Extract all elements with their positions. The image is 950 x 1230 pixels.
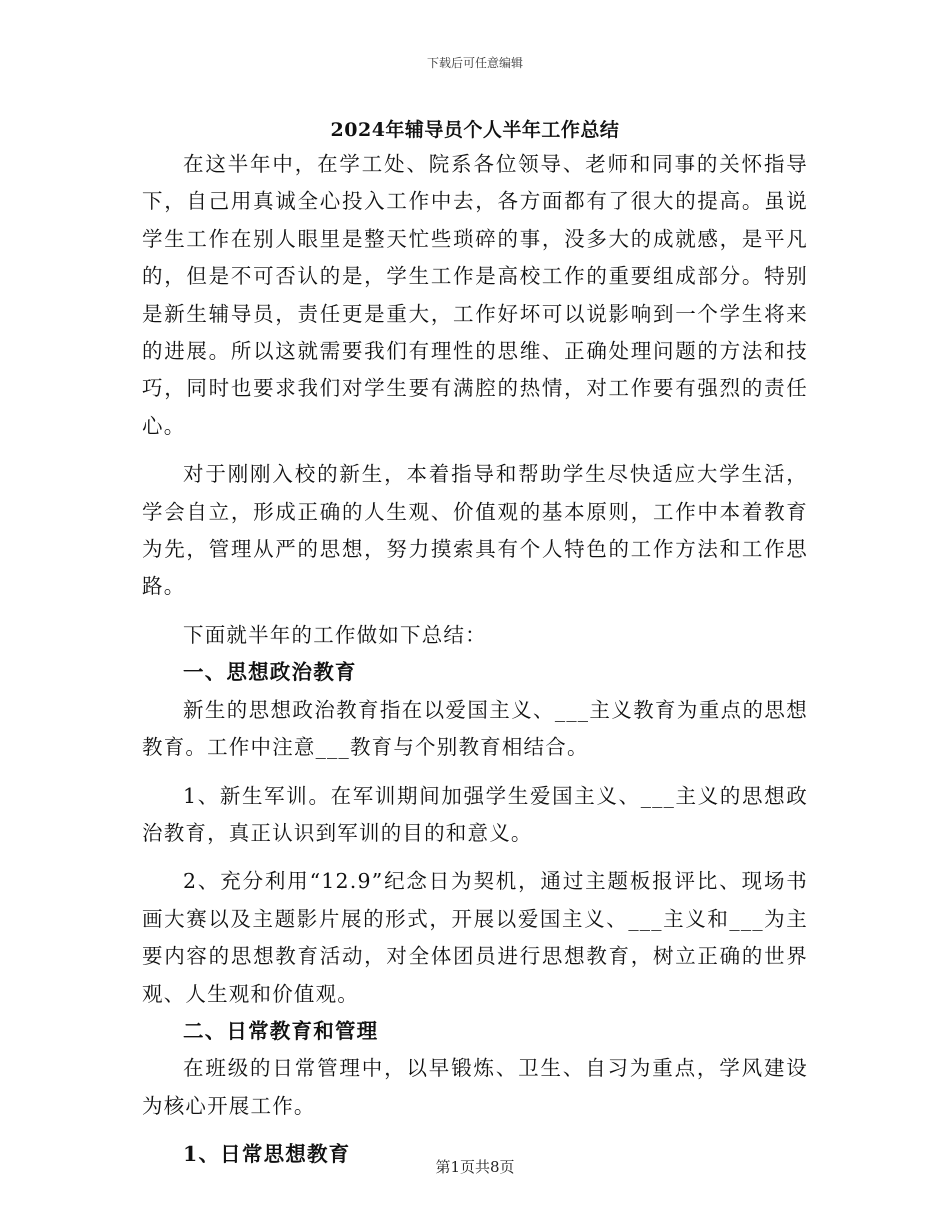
- paragraph-129-activities: 2、充分利用“12.9”纪念日为契机，通过主题板报评比、现场书画大赛以及主题影片展的形式，开展以爱国主义、___主义和___为主要内容的思想教育活动，对全体团员进行思想教育，树立正确的世界观、人生观和价值观。: [142, 869, 808, 1006]
- document-body: [142, 146, 808, 1174]
- paragraph-political-education: 新生的思想政治教育指在以爱国主义、___主义教育为重点的思想教育。工作中注意___教育与个别教育相结合。: [142, 697, 808, 760]
- paragraph-summary-lead: 下面就半年的工作做如下总结：: [183, 622, 487, 647]
- page-footer: 第1页共8页: [435, 1158, 515, 1176]
- subsection-heading-daily-thought-education: 1、日常思想教育: [183, 1142, 351, 1167]
- section-heading-political-education: 一、思想政治教育: [183, 660, 357, 685]
- document-title: 2024年辅导员个人半年工作总结: [330, 119, 620, 141]
- paragraph-daily-management: 在班级的日常管理中，以早锻炼、卫生、自习为重点，学风建设为核心开展工作。: [142, 1056, 808, 1118]
- paragraph-principle: 对于刚刚入校的新生，本着指导和帮助学生尽快适应大学生活，学会自立，形成正确的人生观、价值观的基本原则，工作中本着教育为先，管理从严的思想，努力摸索具有个人特色的工作方法和工作思路。: [142, 462, 808, 599]
- paragraph-military-training: 1、新生军训。在军训期间加强学生爱国主义、___主义的思想政治教育，真正认识到军训的目的和意义。: [142, 783, 808, 845]
- section-heading-daily-management: 二、日常教育和管理: [183, 1018, 379, 1043]
- page-header: 下载后可任意编辑: [426, 56, 523, 70]
- paragraph-intro: 在这半年中，在学工处、院系各位领导、老师和同事的关怀指导下，自己用真诚全心投入工作中去，各方面都有了很大的提高。虽说学生工作在别人眼里是整天忙些琐碎的事，没多大的成就感，是平凡的，但是不可否认的是，学生工作是高校工作的重要组成部分。特别是新生辅导员，责任更是重大，工作好坏可以说影响到一个学生将来的进展。所以这就需要我们有理性的思维、正确处理问题的方法和技巧，同时也要求我们对学生要有满腔的热情，对工作要有强烈的责任心。: [142, 152, 808, 438]
